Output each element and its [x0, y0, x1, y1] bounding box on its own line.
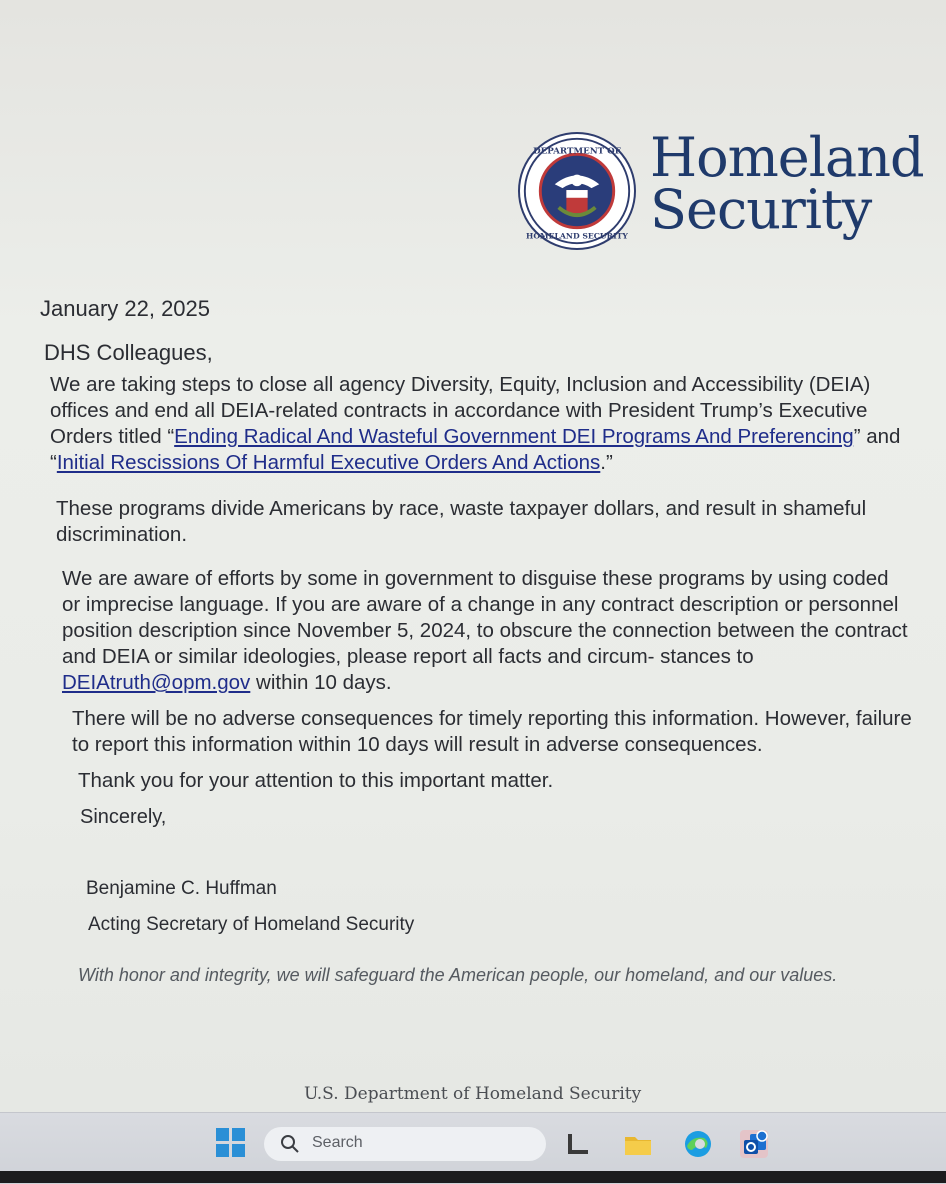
search-icon: [280, 1134, 300, 1154]
svg-text:DEPARTMENT OF: DEPARTMENT OF: [533, 146, 621, 157]
brand-line-1: Homeland: [650, 126, 924, 189]
taskbar-search-box[interactable]: [264, 1127, 546, 1161]
svg-text:HOMELAND SECURITY: HOMELAND SECURITY: [526, 231, 628, 241]
paragraph-1: We are taking steps to close all agency Diversity, Equity, Inclusion and Accessibility (DEIA) offices and end all DEIA-related contracts in accordance with President Trump’s Executive Orders titled “Ending Radical And Wasteful Government DEI Programs And Preferencing” and “Initial Rescissions Of Harmful Executive Orders And Actions.”: [50, 373, 901, 474]
email-link[interactable]: DEIAtruth@opm.gov: [62, 671, 251, 694]
signer-name: Benjamine C. Huffman: [86, 878, 277, 899]
screen-bezel: [0, 1171, 946, 1183]
paragraph-4: There will be no adverse consequences for timely reporting this information. However, failure to report this information within 10 days will result in adverse consequences.: [72, 707, 912, 756]
outlook-icon[interactable]: [738, 1128, 770, 1160]
letter-greeting: DHS Colleagues,: [44, 340, 213, 365]
paragraph-2: These programs divide Americans by race, waste taxpayer dollars, and result in shameful discrimination.: [56, 497, 867, 546]
letter-date: January 22, 2025: [40, 296, 211, 321]
edge-browser-icon[interactable]: [682, 1128, 714, 1160]
eo-link-ending-dei[interactable]: Ending Radical And Wasteful Government DEI Programs And Preferencing: [174, 425, 854, 448]
signer-title: Acting Secretary of Homeland Security: [88, 914, 415, 935]
windows-start-icon[interactable]: [216, 1128, 246, 1158]
brand-wordmark: [650, 126, 924, 241]
paragraph-3: We are aware of efforts by some in government to disguise these programs by using coded or imprecise language. If you are aware of a change in any contract description or personnel position description since November 5, 2024, to obscure the connection between the contract and DEIA or similar ideologies, please report all facts and circum- stances to DEIAtruth@opm.gov within 10 days.: [62, 567, 908, 694]
eo-link-initial-rescissions[interactable]: Initial Rescissions Of Harmful Executive Orders And Actions: [56, 451, 601, 474]
page-footer: U.S. Department of Homeland Security: [304, 1084, 642, 1104]
search-placeholder: Search: [312, 1134, 363, 1151]
brand-line-2: Security: [650, 178, 872, 241]
closing: Sincerely,: [80, 806, 167, 828]
dhs-seal-icon: [518, 132, 636, 250]
motto: With honor and integrity, we will safeguard the American people, our homeland, and our values.: [78, 965, 838, 985]
folder-icon[interactable]: [622, 1128, 654, 1160]
paragraph-5: Thank you for your attention to this important matter.: [78, 769, 554, 792]
file-explorer-icon[interactable]: [562, 1128, 594, 1160]
